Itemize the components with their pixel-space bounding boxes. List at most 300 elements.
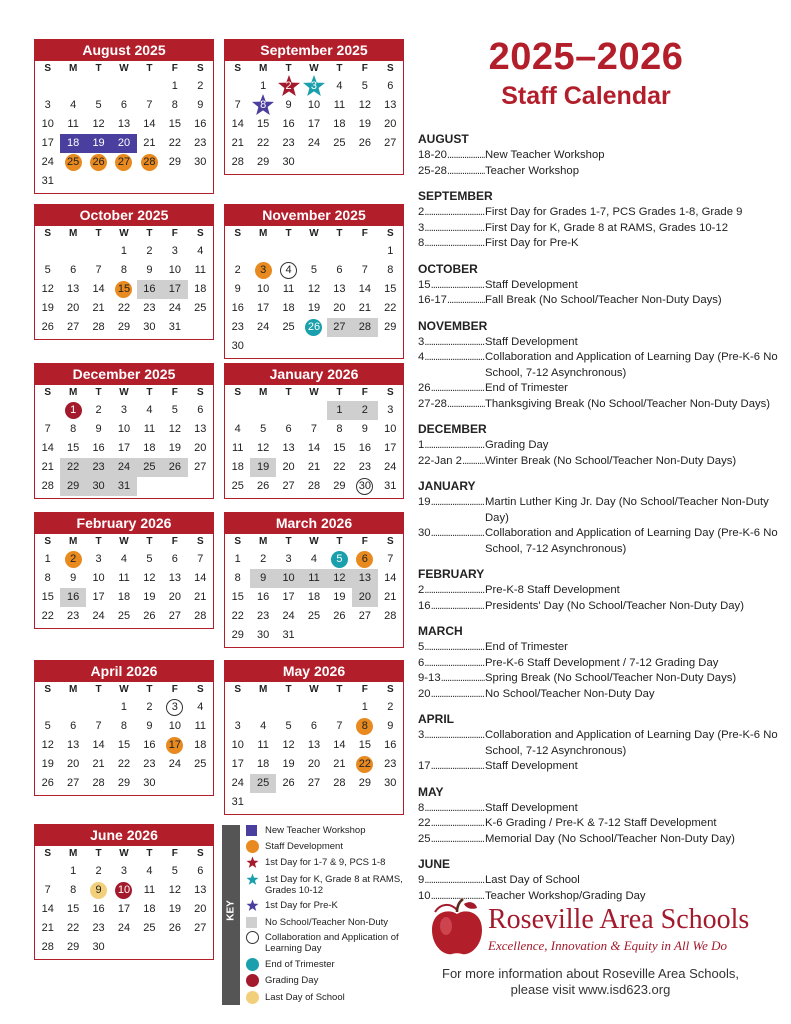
day-cell: [137, 736, 162, 755]
day-number: 3: [260, 264, 267, 276]
event-date: 16 .....: [418, 599, 485, 615]
day-cell: [225, 96, 250, 115]
day-number: 23: [231, 321, 244, 333]
weekday-label: S: [234, 63, 242, 74]
day-cell: [276, 550, 301, 569]
roseville-logo: [426, 892, 766, 962]
circle-icon: [246, 991, 259, 1004]
weekday-label: W: [119, 63, 129, 74]
day-number: 16: [143, 283, 156, 295]
day-cell: [137, 698, 162, 717]
day-number: 19: [168, 903, 181, 915]
weekday-label: F: [171, 228, 178, 239]
day-number: 21: [307, 461, 321, 473]
weekday-label: T: [336, 536, 343, 547]
day-number: 12: [41, 739, 54, 751]
day-cell: [60, 736, 85, 755]
calendar-month-title: September 2025: [225, 40, 403, 61]
day-blank: [327, 242, 352, 261]
day-number: 1: [234, 553, 241, 565]
day-cell: [86, 881, 111, 900]
day-cell: [35, 261, 60, 280]
day-number: 6: [361, 553, 368, 565]
weekday-label: T: [336, 684, 343, 695]
day-number: 29: [358, 777, 371, 789]
day-cell: [301, 569, 326, 588]
day-cell: [250, 607, 275, 626]
day-cell: [60, 881, 85, 900]
weekday-label: W: [309, 387, 319, 398]
day-number: 11: [308, 572, 320, 584]
day-number: 23: [384, 758, 397, 770]
key-item-grading-day: [246, 975, 416, 987]
day-number: 29: [333, 480, 346, 492]
day-number: 1: [260, 80, 267, 92]
event-text: Pre-K-6 Staff Development / 7-12 Grading Day: [485, 656, 719, 669]
day-cell: [188, 900, 213, 919]
day-number: 25: [117, 610, 131, 622]
day-cell: [188, 401, 213, 420]
day-number: 6: [336, 264, 343, 276]
weekday-header: [225, 226, 403, 242]
day-number: 3: [120, 865, 128, 877]
day-cell: [378, 261, 403, 280]
day-cell: [60, 261, 85, 280]
day-cell: [162, 550, 187, 569]
day-number: 27: [67, 321, 80, 333]
day-number: 25: [231, 480, 244, 492]
weekday-label: T: [95, 63, 102, 74]
day-number: 18: [231, 461, 244, 473]
day-cell: [327, 607, 352, 626]
day-number: 12: [257, 442, 270, 454]
day-cell: [188, 717, 213, 736]
day-number: 30: [92, 480, 105, 492]
day-number: 14: [92, 739, 105, 751]
day-cell: [250, 569, 275, 588]
day-cell: [111, 698, 136, 717]
day-number: 17: [307, 118, 321, 130]
weekday-label: W: [309, 536, 319, 547]
day-cell: [162, 736, 187, 755]
day-number: 19: [41, 758, 54, 770]
day-number: 11: [333, 99, 346, 111]
day-number: 16: [67, 591, 80, 603]
day-number: 10: [117, 423, 131, 435]
calendar-month-title: August 2025: [35, 40, 213, 61]
day-number: 5: [285, 720, 292, 732]
event-text: Staff Development: [485, 335, 578, 348]
day-cell: [301, 717, 326, 736]
day-number: 11: [118, 572, 130, 584]
day-cell: [111, 717, 136, 736]
day-number: 7: [310, 423, 318, 435]
event-month-heading: JUNE: [418, 857, 451, 871]
weekday-label: S: [44, 228, 52, 239]
day-cell: [162, 717, 187, 736]
day-number: 26: [307, 321, 321, 333]
star-icon: [246, 856, 259, 869]
event-date: 9-13 .....: [418, 671, 485, 687]
calendar-jan: [224, 363, 404, 499]
day-number: 1: [120, 245, 128, 257]
key-item-last-day-of-school: [246, 992, 416, 1004]
event-text: No School/Teacher Non-Duty Day: [485, 687, 655, 700]
key-item-label: Collaboration and Application of Learning Day: [265, 932, 399, 954]
day-number: 30: [384, 777, 397, 789]
weekday-label: S: [234, 536, 242, 547]
day-cell: [188, 280, 213, 299]
weekday-label: T: [146, 387, 153, 398]
day-number: 28: [92, 777, 105, 789]
day-cell: [60, 439, 85, 458]
day-number: 29: [117, 777, 131, 789]
day-cell: [86, 569, 111, 588]
day-number: 23: [92, 922, 105, 934]
day-cell: [60, 280, 85, 299]
weekday-label: W: [309, 63, 319, 74]
day-number: 2: [95, 865, 102, 877]
day-grid: [35, 698, 213, 795]
event-month-heading: MARCH: [418, 624, 463, 638]
day-cell: [250, 717, 275, 736]
day-number: 19: [282, 758, 295, 770]
day-cell: [352, 774, 377, 793]
event-row: [418, 164, 783, 180]
circle-icon: [246, 840, 259, 853]
day-cell: [378, 607, 403, 626]
day-grid: [35, 401, 213, 498]
day-cell: [162, 919, 187, 938]
event-text: Memorial Day (No School/Teacher Non-Duty Day): [485, 832, 735, 845]
key-item-collaboration: [246, 932, 416, 954]
day-number: 31: [41, 175, 54, 187]
day-grid: [35, 77, 213, 193]
day-number: 25: [333, 137, 346, 149]
event-text: Collaboration and Application of Learning Day (Pre-K-6 No School, 7-12 Asynchronous): [485, 729, 778, 757]
day-cell: [188, 115, 213, 134]
day-number: 4: [260, 720, 267, 732]
day-cell: [301, 736, 326, 755]
day-number: 20: [282, 461, 295, 473]
logo-tagline: Excellence, Innovation & Equity in All We Do: [488, 938, 727, 953]
day-number: 19: [257, 461, 270, 473]
day-number: 12: [143, 572, 156, 584]
day-cell: [327, 477, 352, 496]
weekday-label: T: [95, 684, 102, 695]
event-date: 4 .....: [418, 350, 485, 381]
day-number: 31: [282, 629, 295, 641]
day-number: 1: [387, 245, 394, 257]
event-month-heading: APRIL: [418, 712, 454, 726]
day-number: 26: [257, 480, 270, 492]
day-number: 26: [92, 156, 105, 168]
day-cell: [250, 774, 275, 793]
event-text: Collaboration and Application of Learning Day (Pre-K-6 No School, 7-12 Asynchronous): [485, 527, 778, 555]
day-cell: [276, 736, 301, 755]
event-row: [418, 454, 783, 470]
day-cell: [188, 550, 213, 569]
key-item-new-teacher-workshop: [246, 825, 416, 836]
day-number: 2: [260, 553, 267, 565]
day-cell: [250, 439, 275, 458]
day-cell: [60, 458, 85, 477]
day-cell: [301, 318, 326, 337]
day-cell: [86, 153, 111, 172]
day-number: 27: [333, 321, 346, 333]
day-cell: [225, 134, 250, 153]
day-cell: [162, 900, 187, 919]
day-number: 5: [146, 553, 153, 565]
day-cell: [327, 439, 352, 458]
day-cell: [162, 588, 187, 607]
day-number: 28: [194, 610, 207, 622]
day-number: 26: [358, 137, 371, 149]
day-number: 1: [171, 80, 178, 92]
weekday-label: T: [95, 228, 102, 239]
day-number: 13: [194, 423, 207, 435]
day-cell: [352, 318, 377, 337]
day-cell: [60, 938, 85, 957]
event-date: 25-28 .....: [418, 164, 485, 180]
day-number: 3: [171, 701, 178, 713]
event-row: [418, 438, 783, 454]
day-cell: [327, 755, 352, 774]
event-date: 17 .....: [418, 759, 485, 775]
day-number: 5: [44, 720, 51, 732]
weekday-header: [35, 61, 213, 77]
event-row: [418, 832, 783, 848]
day-number: 24: [282, 610, 295, 622]
day-number: 7: [336, 720, 343, 732]
weekday-label: F: [361, 536, 368, 547]
weekday-label: M: [68, 848, 78, 859]
day-cell: [225, 774, 250, 793]
day-cell: [86, 401, 111, 420]
day-cell: [301, 458, 326, 477]
day-grid: [35, 862, 213, 959]
day-number: 2: [197, 80, 204, 92]
weekday-label: M: [258, 536, 268, 547]
event-row: [418, 583, 783, 599]
day-cell: [378, 96, 403, 115]
footer-line2: please visit www.isd623.org: [510, 982, 671, 997]
day-cell: [378, 774, 403, 793]
weekday-label: T: [146, 228, 153, 239]
weekday-label: F: [361, 228, 368, 239]
day-number: 25: [143, 922, 156, 934]
day-cell: [111, 115, 136, 134]
day-cell: [137, 242, 162, 261]
weekday-label: T: [285, 684, 292, 695]
day-cell: [60, 862, 85, 881]
day-number: 9: [234, 283, 241, 295]
day-cell: [378, 550, 403, 569]
day-cell: [327, 318, 352, 337]
event-text: Spring Break (No School/Teacher Non-Duty Days): [485, 672, 737, 684]
day-number: 8: [234, 572, 241, 584]
day-cell: [352, 115, 377, 134]
day-cell: [111, 439, 136, 458]
event-date: 8 .....: [418, 801, 485, 817]
day-number: 17: [257, 302, 270, 314]
apple-logo-icon: [426, 896, 488, 958]
weekday-label: T: [336, 387, 343, 398]
day-number: 6: [197, 865, 204, 877]
day-number: 25: [194, 758, 207, 770]
day-number: 31: [231, 796, 244, 808]
key-item-label: Staff Development: [265, 840, 343, 852]
day-cell: [327, 717, 352, 736]
day-cell: [250, 550, 275, 569]
day-number: 3: [120, 404, 128, 416]
day-cell: [188, 607, 213, 626]
day-number: 19: [358, 118, 371, 130]
event-text: First Day for Grades 1-7, PCS Grades 1-8, Grade 9: [485, 206, 743, 218]
day-blank: [301, 401, 326, 420]
day-number: 8: [387, 264, 394, 276]
day-cell: [276, 717, 301, 736]
key-item-staff-development: [246, 841, 416, 853]
day-number: 23: [92, 461, 105, 473]
day-number: 23: [194, 137, 207, 149]
day-number: 7: [387, 553, 394, 565]
day-blank: [225, 77, 250, 96]
day-cell: [111, 299, 136, 318]
weekday-label: F: [361, 387, 368, 398]
day-cell: [35, 153, 60, 172]
day-cell: [111, 736, 136, 755]
day-cell: [225, 337, 250, 356]
day-number: 6: [171, 553, 178, 565]
day-cell: [188, 96, 213, 115]
day-blank: [111, 77, 136, 96]
day-cell: [111, 242, 136, 261]
day-cell: [327, 261, 352, 280]
weekday-label: T: [95, 848, 102, 859]
day-number: 21: [333, 758, 346, 770]
day-number: 1: [44, 553, 51, 565]
day-cell: [137, 881, 162, 900]
weekday-label: S: [386, 536, 394, 547]
day-cell: [137, 96, 162, 115]
event-month-heading: DECEMBER: [418, 422, 487, 436]
day-grid: [225, 242, 403, 358]
day-cell: [86, 318, 111, 337]
event-text: Staff Development: [485, 278, 578, 291]
day-cell: [35, 134, 60, 153]
weekday-header: [35, 385, 213, 401]
day-number: 20: [194, 903, 207, 915]
day-cell: [162, 280, 187, 299]
day-number: 18: [257, 758, 270, 770]
day-cell: [137, 755, 162, 774]
day-blank: [225, 698, 250, 717]
day-cell: [35, 938, 60, 957]
day-cell: [301, 134, 326, 153]
day-number: 2: [387, 701, 394, 713]
day-blank: [35, 698, 60, 717]
day-number: 11: [67, 118, 79, 130]
day-number: 15: [358, 739, 371, 751]
day-cell: [276, 588, 301, 607]
day-cell: [327, 115, 352, 134]
day-cell: [225, 115, 250, 134]
day-cell: [327, 280, 352, 299]
day-number: 15: [41, 591, 54, 603]
key-item-no-school: [246, 917, 416, 928]
day-number: 1: [70, 865, 77, 877]
day-blank: [352, 242, 377, 261]
day-number: 25: [67, 156, 80, 168]
day-number: 5: [171, 404, 178, 416]
day-cell: [225, 280, 250, 299]
event-text: Teacher Workshop/Grading Day: [485, 889, 646, 902]
day-cell: [301, 588, 326, 607]
day-number: 17: [41, 137, 54, 149]
event-text: End of Trimester: [485, 641, 568, 653]
day-cell: [276, 153, 301, 172]
day-cell: [188, 299, 213, 318]
day-cell: [111, 280, 136, 299]
day-number: 11: [143, 884, 156, 896]
event-date: 22-Jan 2 .....: [418, 454, 485, 470]
day-number: 31: [384, 480, 397, 492]
weekday-label: W: [119, 228, 129, 239]
day-number: 28: [92, 321, 105, 333]
day-cell: [327, 401, 352, 420]
day-cell: [301, 280, 326, 299]
day-number: 6: [120, 99, 128, 111]
day-number: 28: [41, 941, 54, 953]
day-cell: [137, 115, 162, 134]
day-number: 14: [333, 739, 346, 751]
day-number: 27: [168, 610, 181, 622]
day-cell: [60, 900, 85, 919]
day-number: 10: [384, 423, 397, 435]
calendar-month-title: May 2026: [225, 661, 403, 682]
day-cell: [276, 96, 301, 115]
day-number: 29: [67, 941, 80, 953]
day-cell: [327, 134, 352, 153]
day-cell: [301, 755, 326, 774]
day-cell: [162, 862, 187, 881]
day-cell: [225, 607, 250, 626]
day-cell: [35, 717, 60, 736]
day-number: 1: [361, 701, 368, 713]
day-cell: [35, 477, 60, 496]
day-cell: [35, 420, 60, 439]
day-number: 21: [231, 137, 244, 149]
day-cell: [162, 881, 187, 900]
day-cell: [352, 607, 377, 626]
event-row: [418, 221, 783, 237]
weekday-label: S: [386, 387, 394, 398]
calendar-nov: [224, 204, 404, 359]
day-number: 25: [307, 610, 321, 622]
day-cell: [86, 458, 111, 477]
day-number: 23: [358, 461, 371, 473]
day-cell: [86, 938, 111, 957]
day-cell: [225, 736, 250, 755]
weekday-header: [35, 846, 213, 862]
calendar-month-title: December 2025: [35, 364, 213, 385]
day-number: 4: [120, 553, 128, 565]
day-number: 14: [143, 118, 156, 130]
day-number: 16: [92, 442, 105, 454]
event-month-heading: AUGUST: [418, 132, 469, 146]
event-date: 18-20 .....: [418, 148, 485, 164]
